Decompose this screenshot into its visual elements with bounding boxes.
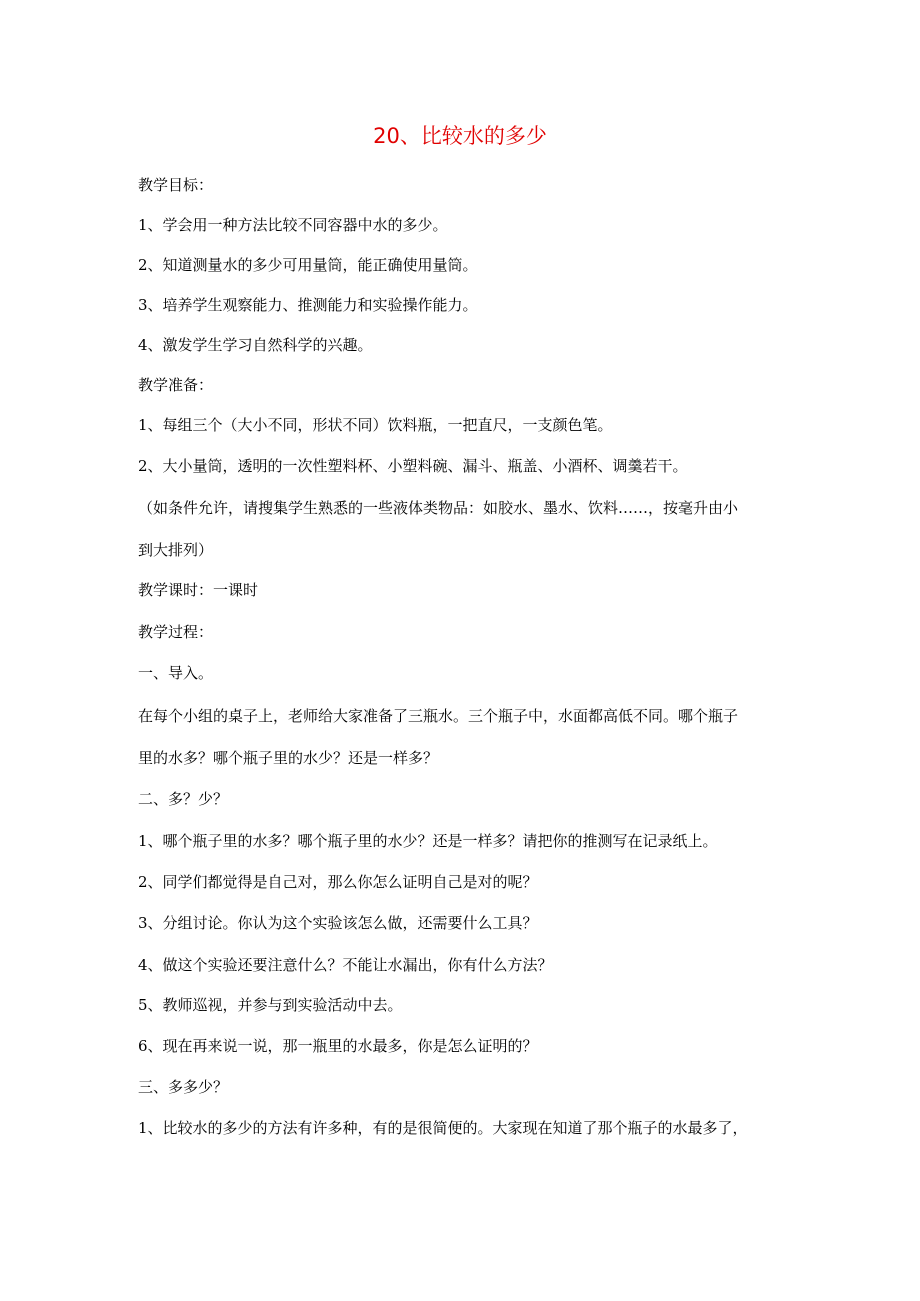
text-line: 教学课时：一课时 xyxy=(138,581,259,599)
text-line: 2、同学们都觉得是自己对，那么你怎么证明自己是对的呢？ xyxy=(138,873,538,891)
text-line: 3、培养学生观察能力、推测能力和实验操作能力。 xyxy=(138,296,478,314)
text-line: 1、学会用一种方法比较不同容器中水的多少。 xyxy=(138,216,448,234)
text-line: 5、教师巡视，并参与到实验活动中去。 xyxy=(138,996,403,1014)
text-line: 2、知道测量水的多少可用量筒，能正确使用量筒。 xyxy=(138,256,478,274)
text-line: 6、现在再来说一说，那一瓶里的水最多，你是怎么证明的？ xyxy=(138,1037,538,1055)
document-title: 20、比较水的多少 xyxy=(373,124,547,148)
text-line: 到大排列） xyxy=(138,541,214,559)
section-heading-preparation: 教学准备： xyxy=(138,376,214,394)
text-line: 里的水多？哪个瓶子里的水少？还是一样多？ xyxy=(138,749,439,767)
section-heading-how-much: 三、多多少？ xyxy=(138,1078,229,1096)
text-line: 1、比较水的多少的方法有许多种，有的是很简便的。大家现在知道了那个瓶子的水最多了， xyxy=(138,1119,748,1137)
text-line: （如条件允许，请搜集学生熟悉的一些液体类物品：如胶水、墨水、饮料……，按毫升由小 xyxy=(138,499,739,517)
text-line: 1、每组三个（大小不同，形状不同）饮料瓶，一把直尺，一支颜色笔。 xyxy=(138,416,613,434)
text-line: 2、大小量筒，透明的一次性塑料杯、小塑料碗、漏斗、瓶盖、小酒杯、调羹若干。 xyxy=(138,457,688,475)
section-heading-more-less: 二、多？少？ xyxy=(138,790,229,808)
text-line: 4、做这个实验还要注意什么？不能让水漏出，你有什么方法？ xyxy=(138,956,553,974)
text-line: 在每个小组的桌子上，老师给大家准备了三瓶水。三个瓶子中，水面都高低不同。哪个瓶子 xyxy=(138,707,739,725)
section-heading-process: 教学过程： xyxy=(138,623,214,641)
text-line: 3、分组讨论。你认为这个实验该怎么做，还需要什么工具？ xyxy=(138,914,538,932)
section-heading-intro: 一、导入。 xyxy=(138,664,214,682)
section-heading-objectives: 教学目标： xyxy=(138,176,214,194)
text-line: 4、激发学生学习自然科学的兴趣。 xyxy=(138,336,373,354)
text-line: 1、哪个瓶子里的水多？哪个瓶子里的水少？还是一样多？请把你的推测写在记录纸上。 xyxy=(138,832,718,850)
